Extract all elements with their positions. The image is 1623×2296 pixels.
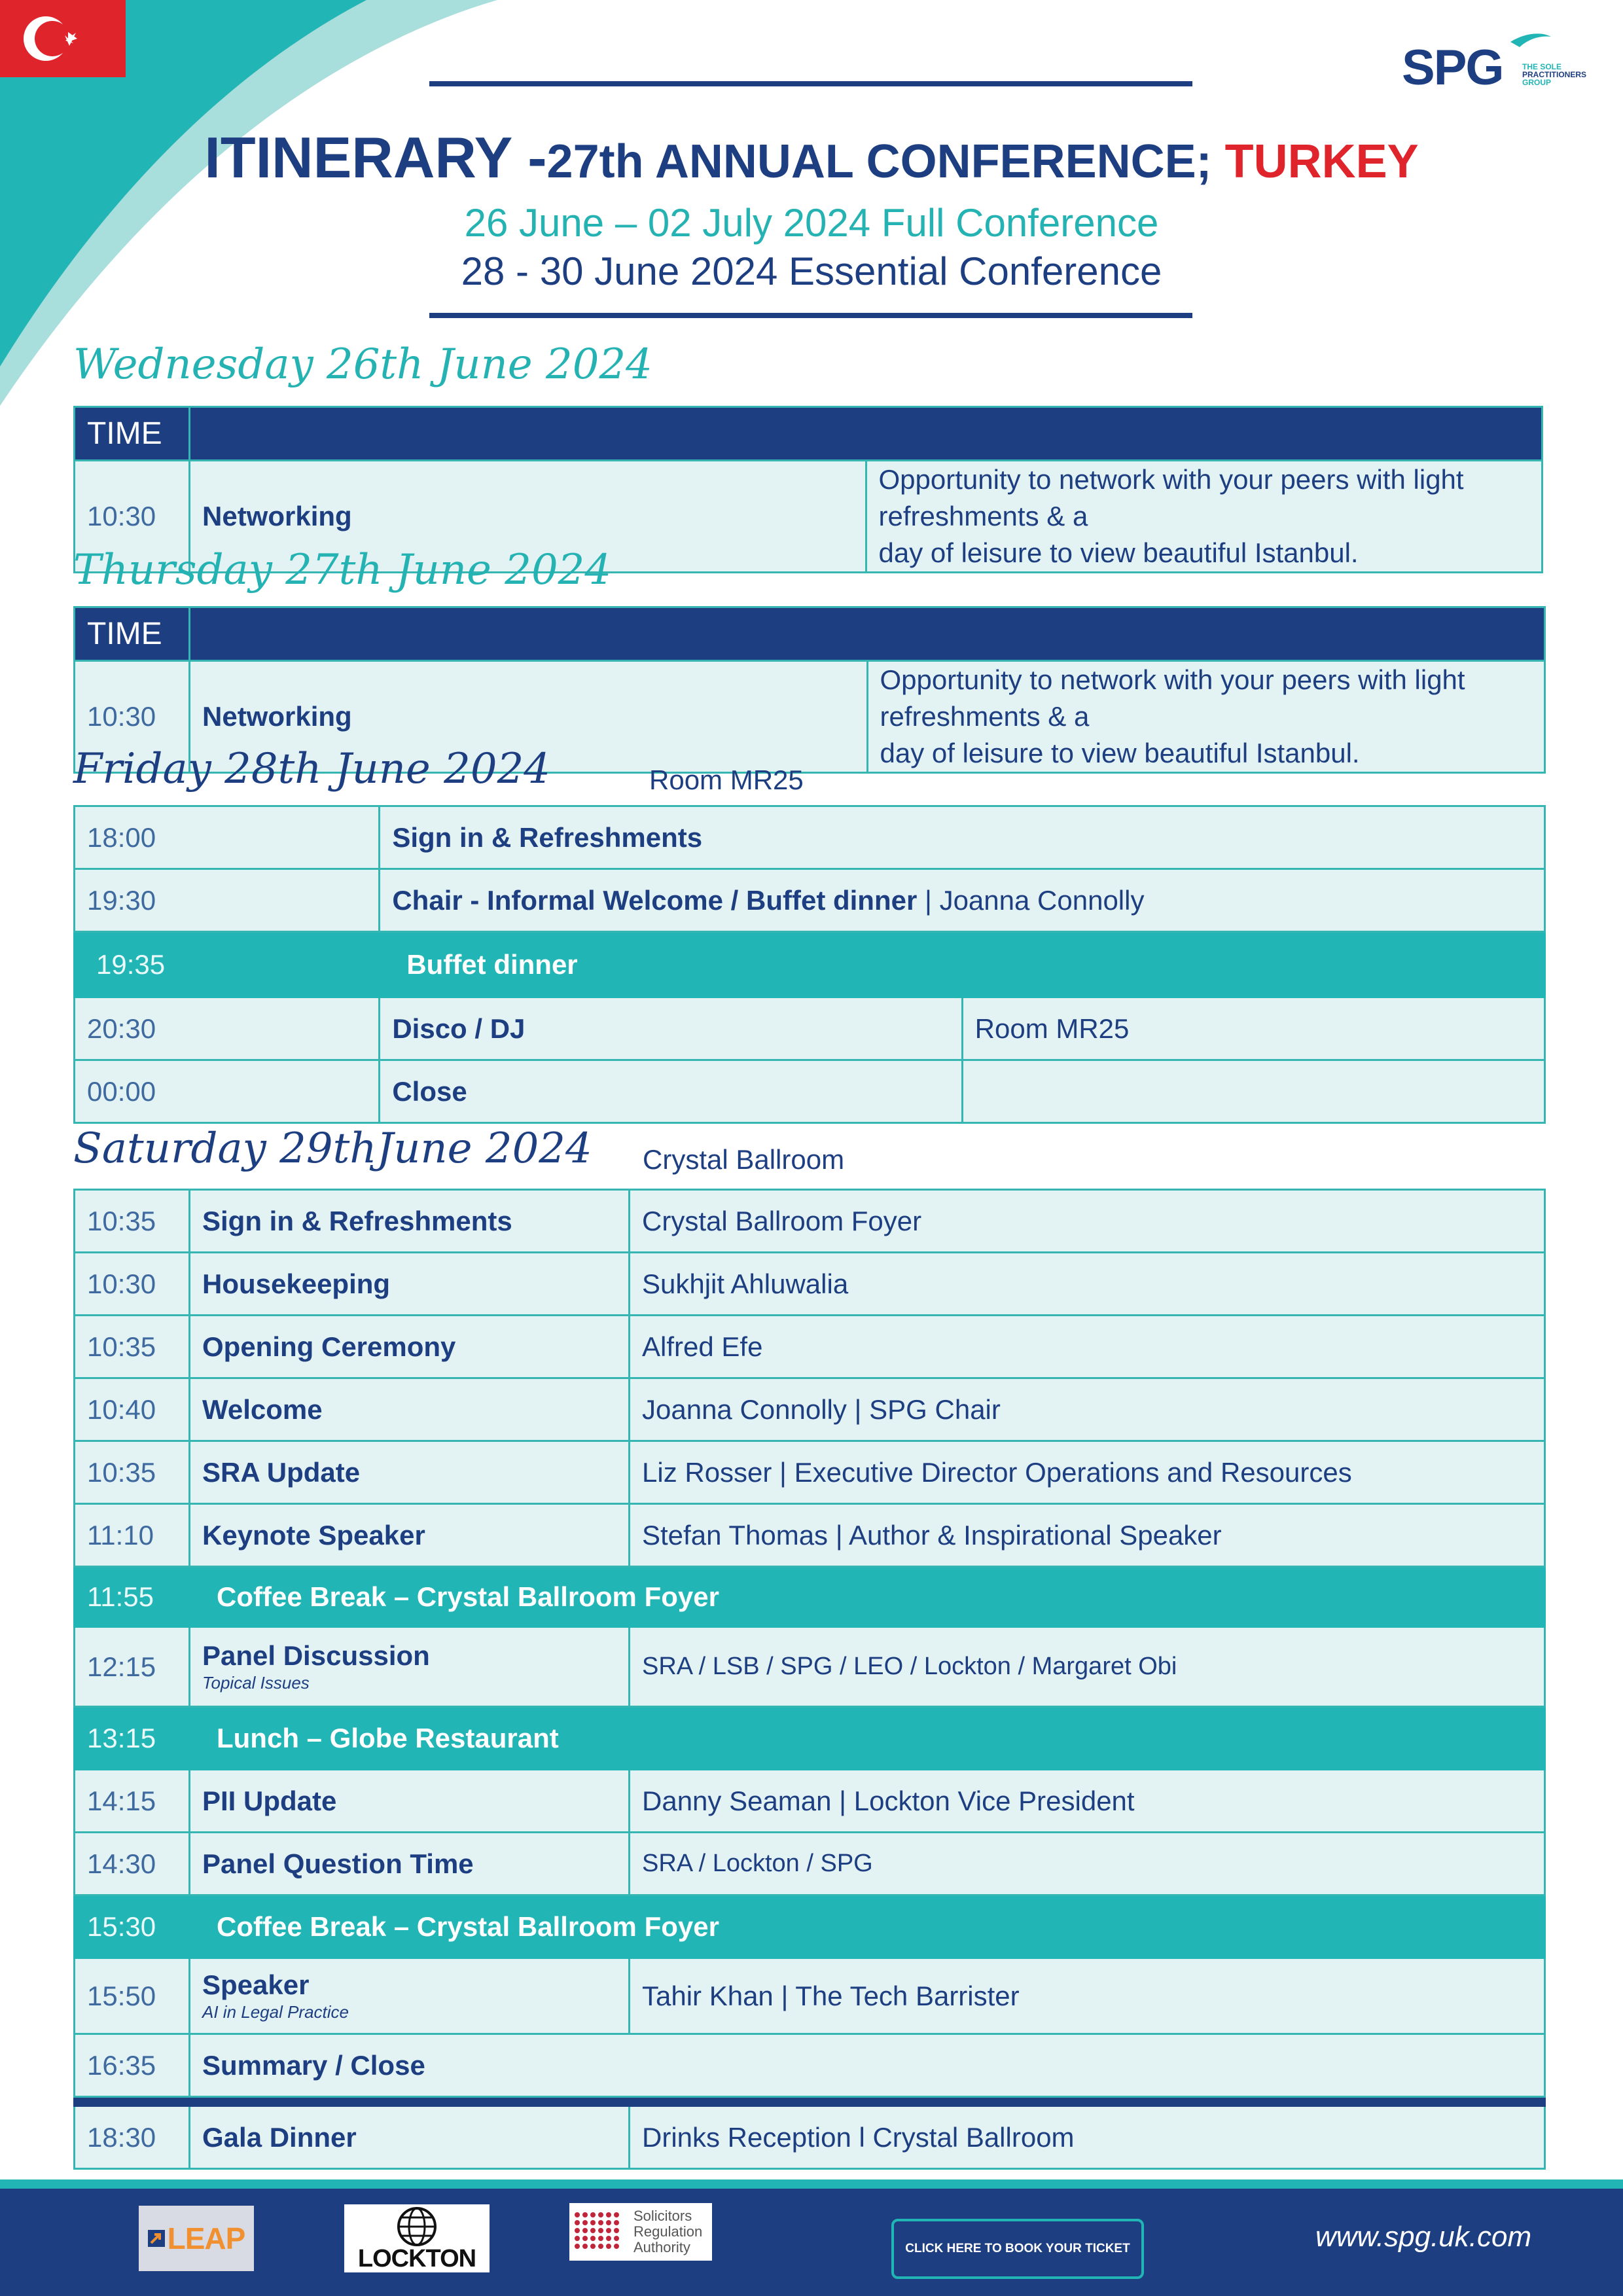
- table-row: [75, 1770, 1545, 1833]
- row-activity: SRA Update: [190, 1441, 630, 1504]
- separator-row: [75, 2097, 1545, 2106]
- separator-bar: [75, 2097, 1545, 2106]
- table-row: [75, 1060, 1545, 1123]
- row-detail: Alfred Efe: [630, 1316, 1545, 1378]
- row-time: 10:30: [75, 661, 190, 773]
- row-activity: [190, 1958, 630, 2034]
- sponsor-sra-logo: [569, 2203, 712, 2261]
- row-time: 16:35: [75, 2034, 190, 2097]
- logo-tagline-1: THE SOLE: [1522, 62, 1562, 71]
- day-title-saturday: Saturday 29thJune 2024: [73, 1124, 592, 1173]
- book-ticket-button[interactable]: CLICK HERE TO BOOK YOUR TICKET: [891, 2219, 1144, 2279]
- row-detail: Stefan Thomas | Author & Inspirational Speaker: [630, 1504, 1545, 1567]
- row-time: 20:30: [75, 997, 380, 1060]
- day-title-thursday: Thursday 27th June 2024: [73, 546, 612, 594]
- row-activity: Opening Ceremony: [190, 1316, 630, 1378]
- activity-subtitle: AI in Legal Practice: [202, 2002, 349, 2022]
- row-time: 18:00: [75, 806, 380, 869]
- table-header-row: [75, 607, 1545, 661]
- row-detail: Liz Rosser | Executive Director Operations and Resources: [630, 1441, 1545, 1504]
- row-activity: Panel Question Time: [190, 1833, 630, 1895]
- row-time: 13:15: [75, 1707, 190, 1770]
- table-row: [75, 806, 1545, 869]
- saturday-room: Crystal Ballroom: [643, 1144, 845, 1175]
- logo-tagline-3: GROUP: [1522, 78, 1552, 87]
- row-detail: Danny Seaman | Lockton Vice President: [630, 1770, 1545, 1833]
- row-time: 15:50: [75, 1958, 190, 2034]
- header-blank: [190, 607, 1545, 661]
- row-time: 19:30: [75, 869, 380, 932]
- table-row: [75, 2034, 1545, 2097]
- table-row: [75, 1833, 1545, 1895]
- row-activity: Sign in & Refreshments: [380, 806, 1545, 869]
- row-activity: Housekeeping: [190, 1253, 630, 1316]
- row-activity: Coffee Break – Crystal Ballroom Foyer: [190, 1895, 1545, 1958]
- dots-icon: [569, 2203, 628, 2261]
- row-time: 10:35: [75, 1441, 190, 1504]
- top-divider: [429, 81, 1192, 86]
- spg-logo: [1400, 20, 1610, 98]
- title-conference: 27th ANNUAL CONFERENCE;: [546, 135, 1225, 188]
- header-blank: [190, 407, 1543, 461]
- sponsor-lockton-logo: [344, 2204, 490, 2272]
- activity-label: Chair - Informal Welcome / Buffet dinner: [392, 884, 918, 916]
- time-header: TIME: [75, 407, 190, 461]
- lockton-text: LOCKTON: [357, 2245, 476, 2272]
- row-time: 12:15: [75, 1627, 190, 1707]
- row-time: 10:30: [75, 461, 190, 573]
- bottom-divider: [429, 313, 1192, 318]
- row-detail: Joanna Connolly | SPG Chair: [630, 1378, 1545, 1441]
- row-time: 15:30: [75, 1895, 190, 1958]
- table-row: [75, 1378, 1545, 1441]
- activity-label: Panel Discussion: [202, 1640, 430, 1671]
- row-detail: SRA / LSB / SPG / LEO / Lockton / Margaret Obi: [630, 1627, 1545, 1707]
- table-header-row: [75, 407, 1543, 461]
- table-row: [75, 869, 1545, 932]
- row-activity: Lunch – Globe Restaurant: [190, 1707, 1545, 1770]
- row-detail: Room MR25: [962, 997, 1544, 1060]
- row-detail: [867, 661, 1545, 773]
- row-time: 14:15: [75, 1770, 190, 1833]
- row-activity: Networking: [190, 461, 866, 573]
- break-row: [75, 1567, 1545, 1627]
- turkey-flag-icon: [0, 0, 126, 77]
- logo-tagline-2: PRACTITIONERS: [1522, 70, 1587, 79]
- row-time: 19:35: [75, 932, 380, 997]
- table-row: [75, 1253, 1545, 1316]
- row-time: 11:10: [75, 1504, 190, 1567]
- detail-line-2: day of leisure to view beautiful Istanbul.: [878, 537, 1359, 568]
- activity-subtitle: Topical Issues: [202, 1673, 310, 1693]
- schedule-table-friday: [73, 805, 1546, 1124]
- title-itinerary: ITINERARY -: [204, 125, 547, 190]
- table-row: [75, 1441, 1545, 1504]
- row-activity: Keynote Speaker: [190, 1504, 630, 1567]
- subtitle-essential-conference: 28 - 30 June 2024 Essential Conference: [461, 249, 1162, 293]
- detail-line-2: day of leisure to view beautiful Istanbul.: [880, 738, 1360, 768]
- activity-label: Speaker: [202, 1969, 310, 2000]
- row-activity: Welcome: [190, 1378, 630, 1441]
- detail-line-1: Opportunity to network with your peers with light refreshments & a: [880, 664, 1465, 732]
- row-detail: Crystal Ballroom Foyer: [630, 1190, 1545, 1253]
- row-time: 10:35: [75, 1190, 190, 1253]
- friday-room: Room MR25: [649, 764, 804, 795]
- break-row: [75, 1895, 1545, 1958]
- table-row: [75, 2106, 1545, 2169]
- time-header: TIME: [75, 607, 190, 661]
- sponsor-leap-logo: [139, 2206, 254, 2271]
- leap-text: LEAP: [167, 2221, 245, 2255]
- row-activity: Summary / Close: [190, 2034, 1545, 2097]
- day-title-wednesday: Wednesday 26th June 2024: [73, 340, 652, 389]
- table-row: [75, 1958, 1545, 2034]
- schedule-table-saturday: [73, 1189, 1546, 2170]
- table-row: [75, 1504, 1545, 1567]
- row-activity: Close: [380, 1060, 962, 1123]
- break-row: [75, 932, 1545, 997]
- row-activity: Gala Dinner: [190, 2106, 630, 2169]
- table-row: [75, 997, 1545, 1060]
- row-time: 10:40: [75, 1378, 190, 1441]
- table-row: [75, 1316, 1545, 1378]
- row-time: 18:30: [75, 2106, 190, 2169]
- row-time: 00:00: [75, 1060, 380, 1123]
- table-row: [75, 1627, 1545, 1707]
- row-activity: Buffet dinner: [380, 932, 1545, 997]
- page-title: [0, 124, 1623, 191]
- row-activity: Disco / DJ: [380, 997, 962, 1060]
- row-activity: Networking: [190, 661, 868, 773]
- arrow-icon: [148, 2230, 165, 2247]
- table-row: [75, 1190, 1545, 1253]
- detail-line-1: Opportunity to network with your peers with light refreshments & a: [878, 464, 1464, 531]
- website-link[interactable]: www.spg.uk.com: [1315, 2221, 1532, 2253]
- row-activity: Sign in & Refreshments: [190, 1190, 630, 1253]
- row-detail: [962, 1060, 1544, 1123]
- sra-text: Solicitors Regulation Authority: [633, 2208, 703, 2255]
- row-time: 10:30: [75, 1253, 190, 1316]
- row-time: 10:35: [75, 1316, 190, 1378]
- title-country: TURKEY: [1224, 135, 1419, 188]
- day-title-friday: Friday 28th June 2024: [73, 745, 550, 793]
- logo-text: SPG: [1402, 40, 1503, 96]
- row-time: 11:55: [75, 1567, 190, 1627]
- row-detail: Tahir Khan | The Tech Barrister: [630, 1958, 1545, 2034]
- row-activity: [380, 869, 1545, 932]
- row-detail: Sukhjit Ahluwalia: [630, 1253, 1545, 1316]
- row-detail: [866, 461, 1543, 573]
- subtitle-full-conference: 26 June – 02 July 2024 Full Conference: [464, 201, 1159, 245]
- row-detail: SRA / Lockton / SPG: [630, 1833, 1545, 1895]
- row-activity: PII Update: [190, 1770, 630, 1833]
- row-time: 14:30: [75, 1833, 190, 1895]
- activity-extra: | Joanna Connolly: [917, 884, 1145, 916]
- footer-accent-strip: [0, 2179, 1623, 2189]
- row-detail: Drinks Reception l Crystal Ballroom: [630, 2106, 1545, 2169]
- break-row: [75, 1707, 1545, 1770]
- row-activity: Coffee Break – Crystal Ballroom Foyer: [190, 1567, 1545, 1627]
- row-activity: [190, 1627, 630, 1707]
